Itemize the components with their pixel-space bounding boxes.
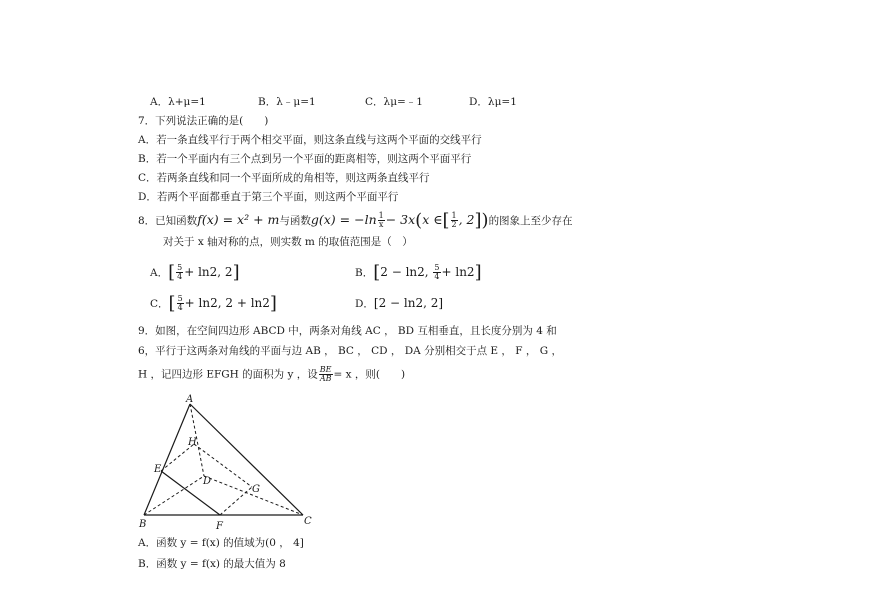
q8-option-c: C．[ $\frac{5}{4}$ + ln2, 2 + ln2] <box>150 293 277 314</box>
edge-bd <box>144 476 204 515</box>
q7-option-a: A．若一条直线平行于两个相交平面，则这条直线与这两个平面的交线平行 <box>138 134 482 146</box>
q7-option-b: B．若一个平面内有三个点到另一个平面的距离相等，则这两个平面平行 <box>138 153 472 165</box>
q8-prefix: 8．已知函数 <box>138 214 198 227</box>
q6-option-a: A．λ+μ=1 <box>150 96 206 108</box>
q8-domain-b: , 2 <box>458 211 475 227</box>
q9-option-b: B．函数 y = f(x) 的最大值为 8 <box>138 558 286 570</box>
point-e-label: E <box>154 464 162 475</box>
q8-option-a: A．[ $\frac{5}{4}$ + ln2, 2] <box>150 262 240 283</box>
q9-stem-line1: 9．如图，在空间四边形 ABCD 中，两条对角线 AC ， BD 互相垂直，且长度分别为 4 和 <box>138 325 557 337</box>
q8-g-expr-b: − 3x <box>385 211 416 227</box>
q8-domain-frac: $\frac{1}{2}$ <box>451 211 457 230</box>
vertex-c-label: C <box>304 516 312 527</box>
q7-option-d: D．若两个平面都垂直于第三个平面，则这两个平面平行 <box>138 191 399 203</box>
q8-g-expr-a: g(x) = −ln <box>310 211 377 227</box>
edge-dc <box>204 476 303 515</box>
q8-stem-line2: 对关于 x 轴对称的点，则实数 m 的取值范围是（ ） <box>163 236 413 248</box>
point-f-label: F <box>216 521 223 532</box>
q8-stem-line1: 8．已知函数f(x) = x² + m与函数g(x) = −ln $\frac{1}{x}$ − 3x(x ∈[ $\frac{1}{2}$ , 2])的图象上至少存在 <box>138 210 573 231</box>
edge-eh <box>161 444 194 471</box>
q8-domain-a: x ∈ <box>422 211 443 227</box>
vertex-d-label: D <box>203 476 212 487</box>
q8-g-frac: $\frac{1}{x}$ <box>378 211 384 230</box>
q8-option-b: B．[2 − ln2, $\frac{5}{4}$ + ln2] <box>355 262 482 283</box>
point-g-label: G <box>252 484 260 495</box>
q9-stem-line3: H ，记四边形 EFGH 的面积为 y ，设 $\frac{BE}{AB}$ = x ，则( ) <box>138 365 406 383</box>
q8-f-expr: f(x) = x² + m <box>197 211 280 227</box>
edge-ac <box>190 404 303 515</box>
edge-ef <box>161 471 220 515</box>
q9-stem-line2: 6，平行于这两条对角线的平面与边 AB ， BC ， CD ， DA 分别相交于点 E ， F ， G ， <box>138 345 562 357</box>
q9-tetrahedron-figure <box>130 392 330 532</box>
edge-ab <box>144 404 190 515</box>
q8-mid: 与函数 <box>279 214 311 227</box>
q8-option-d: D．[2 − ln2, 2] <box>355 296 444 310</box>
edge-fg <box>220 487 252 515</box>
q8-suffix: 的图象上至少存在 <box>488 214 573 227</box>
q6-option-c: C．λμ=﹣1 <box>365 96 423 108</box>
q6-option-d: D．λμ=1 <box>469 96 517 108</box>
vertex-b-label: B <box>139 519 147 530</box>
q6-option-b: B．λ﹣μ=1 <box>258 96 316 108</box>
q7-stem: 7．下列说法正确的是( ) <box>138 115 269 127</box>
vertex-a-label: A <box>186 394 194 405</box>
q9-frac: $\frac{BE}{AB}$ <box>319 365 332 383</box>
q9-option-a: A．函数 y = f(x) 的值域为(0 ， 4] <box>138 537 304 549</box>
point-h-label: H <box>188 437 197 448</box>
q7-option-c: C．若两条直线和同一个平面所成的角相等，则这两条直线平行 <box>138 172 430 184</box>
